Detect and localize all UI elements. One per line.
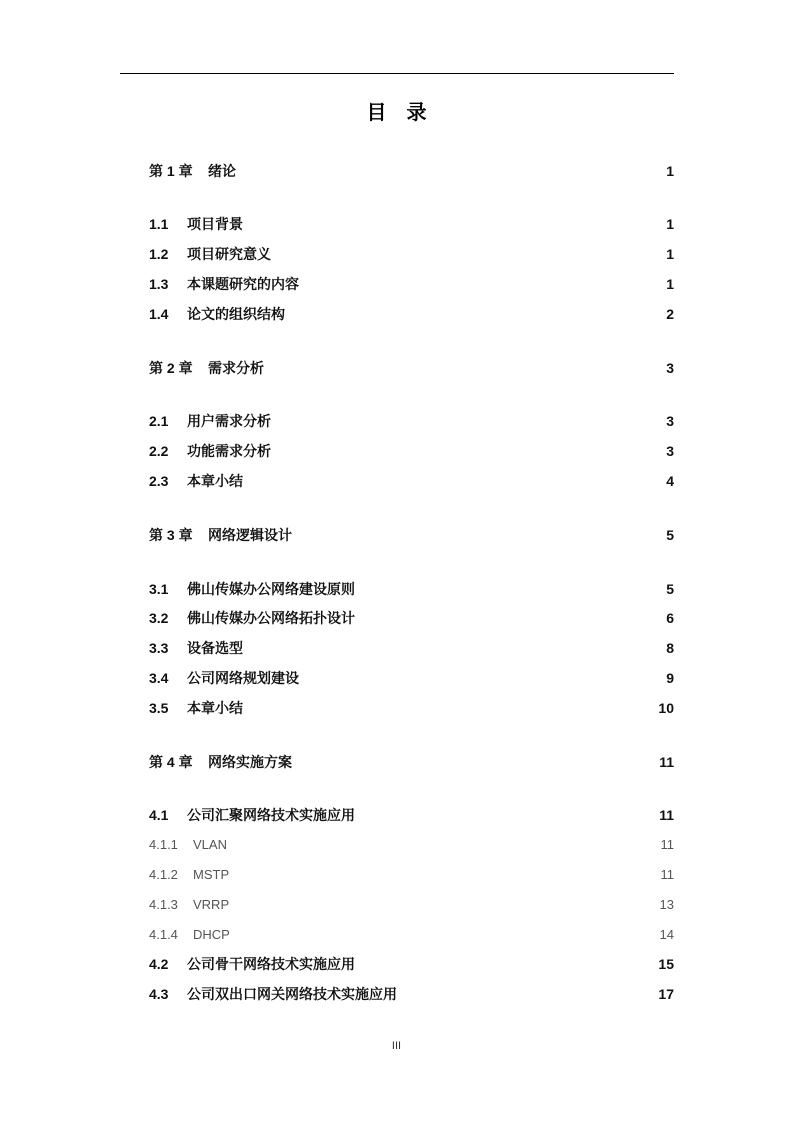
- toc-entry-page: 1: [666, 276, 674, 292]
- toc-entry-page: 10: [658, 700, 674, 716]
- toc-entry-title: 佛山传媒办公网络建设原则: [187, 581, 355, 597]
- toc-entry-page: 2: [666, 306, 674, 322]
- toc-entry-title: 本课题研究的内容: [187, 276, 299, 292]
- toc-entry-page: 1: [666, 246, 674, 262]
- toc-chapter-entry[interactable]: [149, 525, 674, 545]
- toc-entry-page: 6: [666, 610, 674, 626]
- toc-entry-title: 公司双出口网关网络技术实施应用: [187, 986, 397, 1002]
- toc-entry-page: 8: [666, 640, 674, 656]
- toc-entry-title: 功能需求分析: [187, 443, 271, 459]
- toc-entry-title: 网络逻辑设计: [208, 527, 292, 543]
- toc-entry-number: 4.2: [149, 956, 169, 972]
- toc-entry-number: 第 2 章: [149, 360, 193, 376]
- toc-entry-page: 13: [659, 897, 674, 912]
- toc-section-entry[interactable]: [149, 304, 674, 324]
- toc-chapter-entry[interactable]: [149, 358, 674, 378]
- toc-section-entry[interactable]: [149, 608, 674, 628]
- toc-entry-page: 17: [658, 986, 674, 1002]
- toc-entry-title: 项目背景: [187, 216, 243, 232]
- toc-entry-number: 3.1: [149, 581, 169, 597]
- toc-entry-title: 项目研究意义: [187, 246, 271, 262]
- toc-entry-number: 4.1.4: [149, 927, 178, 942]
- toc-entry-page: 5: [666, 527, 674, 543]
- toc-entry-number: 4.1.3: [149, 897, 178, 912]
- toc-entry-page: 1: [666, 163, 674, 179]
- toc-subsection-entry[interactable]: [149, 895, 674, 915]
- toc-entry-number: 2.2: [149, 443, 169, 459]
- toc-entry-number: 1.4: [149, 306, 169, 322]
- toc-entry-number: 第 4 章: [149, 754, 193, 770]
- toc-subsection-entry[interactable]: [149, 835, 674, 855]
- toc-entry-number: 1.1: [149, 216, 169, 232]
- toc-entry-number: 3.4: [149, 670, 169, 686]
- toc-entry-number: 1.2: [149, 246, 169, 262]
- toc-section-entry[interactable]: [149, 984, 674, 1004]
- toc-entry-page: 3: [666, 443, 674, 459]
- toc-section-entry[interactable]: [149, 471, 674, 491]
- toc-entry-page: 14: [659, 927, 674, 942]
- toc-section-entry[interactable]: [149, 954, 674, 974]
- toc-entry-title: 绪论: [208, 163, 236, 179]
- toc-entry-title: 公司网络规划建设: [187, 670, 299, 686]
- toc-section-entry[interactable]: [149, 411, 674, 431]
- toc-entry-page: 9: [666, 670, 674, 686]
- toc-section-entry[interactable]: [149, 668, 674, 688]
- toc-entry-number: 第 1 章: [149, 163, 193, 179]
- toc-section-entry[interactable]: [149, 274, 674, 294]
- toc-entry-page: 11: [660, 837, 674, 852]
- toc-entry-title: 网络实施方案: [208, 754, 292, 770]
- toc-chapter-entry[interactable]: [149, 161, 674, 181]
- toc-subsection-entry[interactable]: [149, 925, 674, 945]
- toc-entry-title: VLAN: [193, 837, 227, 852]
- toc-entry-title: 佛山传媒办公网络拓扑设计: [187, 610, 355, 626]
- toc-entry-number: 3.3: [149, 640, 169, 656]
- toc-entry-title: 设备选型: [187, 640, 243, 656]
- page-number: III: [391, 1040, 402, 1052]
- toc-entry-title: VRRP: [193, 897, 230, 912]
- toc-entry-number: 4.1.1: [149, 837, 178, 852]
- toc-entry-title: 用户需求分析: [187, 413, 271, 429]
- toc-entry-page: 15: [658, 956, 674, 972]
- toc-section-entry[interactable]: [149, 638, 674, 658]
- toc-entry-number: 4.1: [149, 807, 169, 823]
- toc-entry-page: 3: [666, 413, 674, 429]
- page-title: 目 录: [366, 102, 427, 124]
- toc-entry-number: 1.3: [149, 276, 169, 292]
- toc-entry-title: 论文的组织结构: [187, 306, 285, 322]
- toc-entry-title: 公司骨干网络技术实施应用: [187, 956, 355, 972]
- toc-entry-page: 11: [660, 867, 674, 882]
- toc-section-entry[interactable]: [149, 579, 674, 599]
- toc-entry-title: 本章小结: [187, 700, 243, 716]
- toc-entry-number: 第 3 章: [149, 527, 193, 543]
- toc-entry-number: 4.3: [149, 986, 169, 1002]
- toc-entry-page: 11: [659, 754, 674, 770]
- toc-entry-number: 3.5: [149, 700, 169, 716]
- toc-entry-page: 5: [666, 581, 674, 597]
- toc-entry-page: 1: [666, 216, 674, 232]
- toc-section-entry[interactable]: [149, 698, 674, 718]
- toc-section-entry[interactable]: [149, 441, 674, 461]
- toc-entry-title: 需求分析: [208, 360, 264, 376]
- toc-entry-title: DHCP: [193, 927, 230, 942]
- toc-entry-title: 公司汇聚网络技术实施应用: [187, 807, 355, 823]
- toc-entry-number: 3.2: [149, 610, 169, 626]
- toc-entry-title: MSTP: [193, 867, 230, 882]
- toc-entry-page: 4: [666, 473, 674, 489]
- toc-entry-number: 4.1.2: [149, 867, 178, 882]
- toc-entry-page: 11: [659, 807, 674, 823]
- toc-entry-number: 2.3: [149, 473, 169, 489]
- toc-entry-number: 2.1: [149, 413, 169, 429]
- toc-entry-page: 3: [666, 360, 674, 376]
- toc-section-entry[interactable]: [149, 244, 674, 264]
- toc-chapter-entry[interactable]: [149, 752, 674, 772]
- toc-entry-title: 本章小结: [187, 473, 243, 489]
- toc-section-entry[interactable]: [149, 214, 674, 234]
- toc-section-entry[interactable]: [149, 805, 674, 825]
- toc-subsection-entry[interactable]: [149, 865, 674, 885]
- header-rule: [120, 73, 674, 74]
